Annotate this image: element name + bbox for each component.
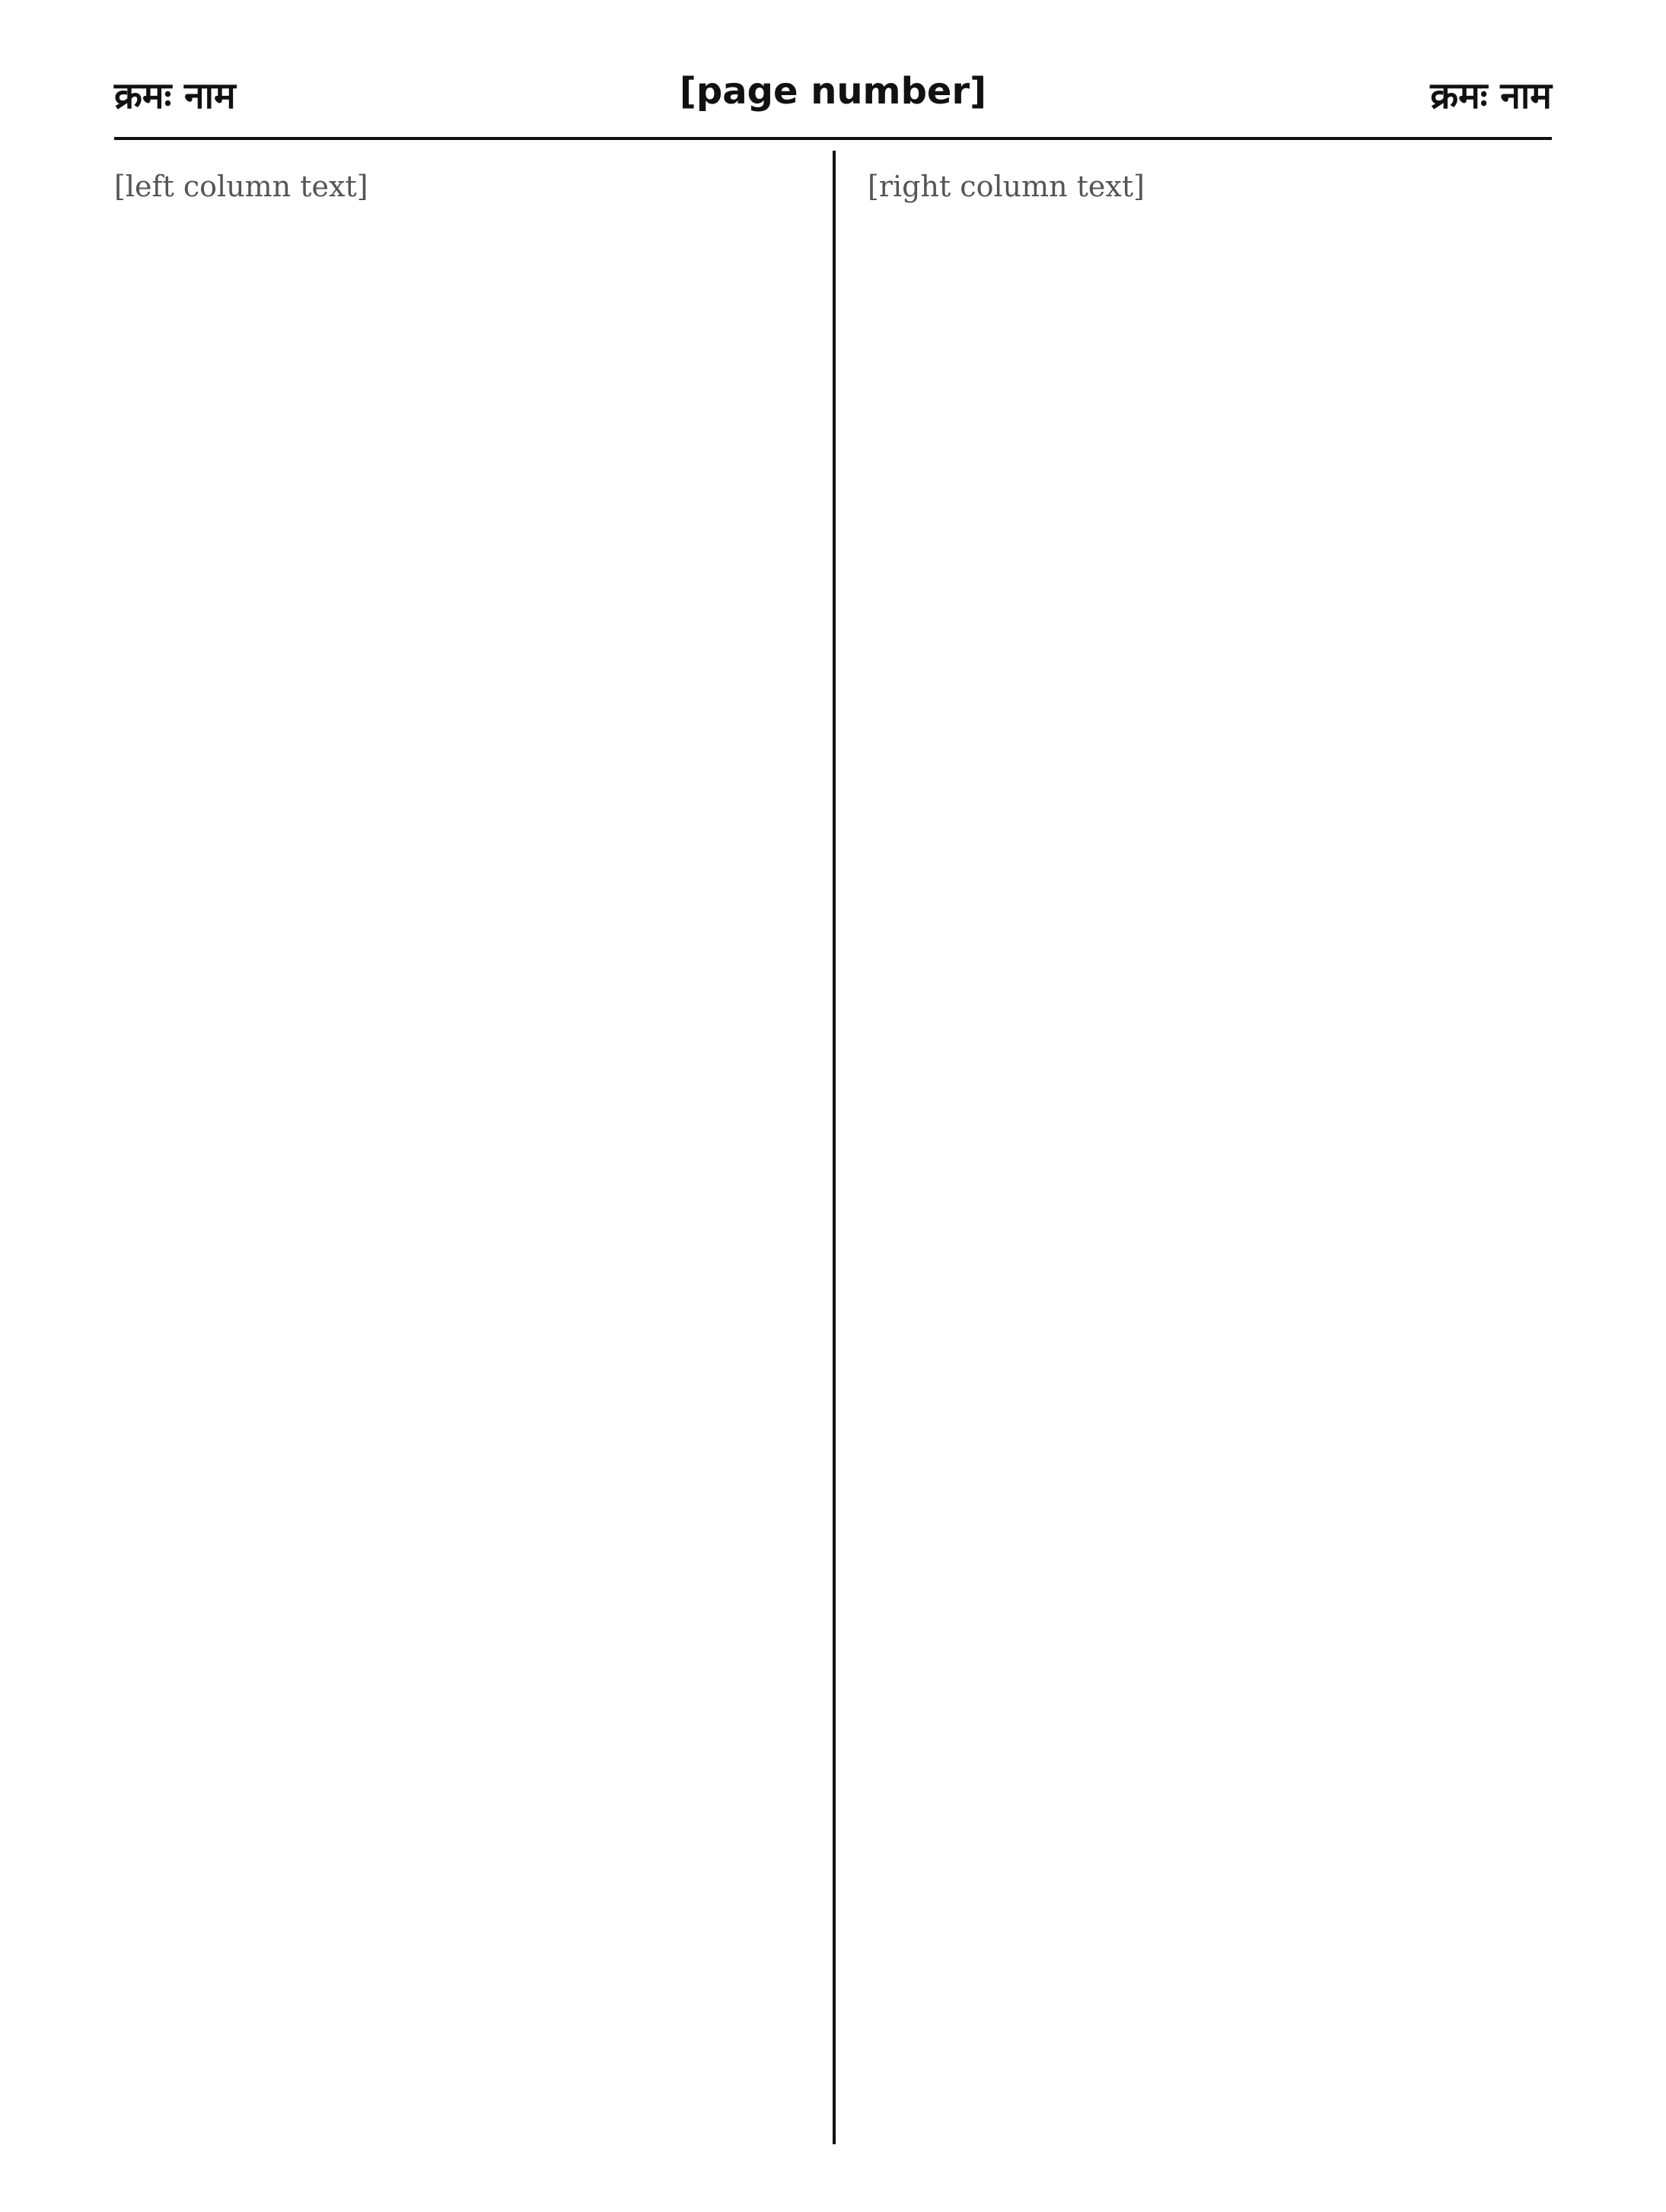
header-right-title: क्रमः नाम — [1430, 75, 1552, 117]
page-number: [page number] — [679, 70, 987, 113]
header-rule — [114, 137, 1552, 140]
right-column-text: [right column text] — [868, 170, 1145, 203]
header-left-title: क्रमः नाम — [114, 75, 236, 117]
running-header — [114, 70, 1552, 131]
left-column-text: [left column text] — [114, 170, 368, 203]
column-divider — [833, 151, 836, 2144]
